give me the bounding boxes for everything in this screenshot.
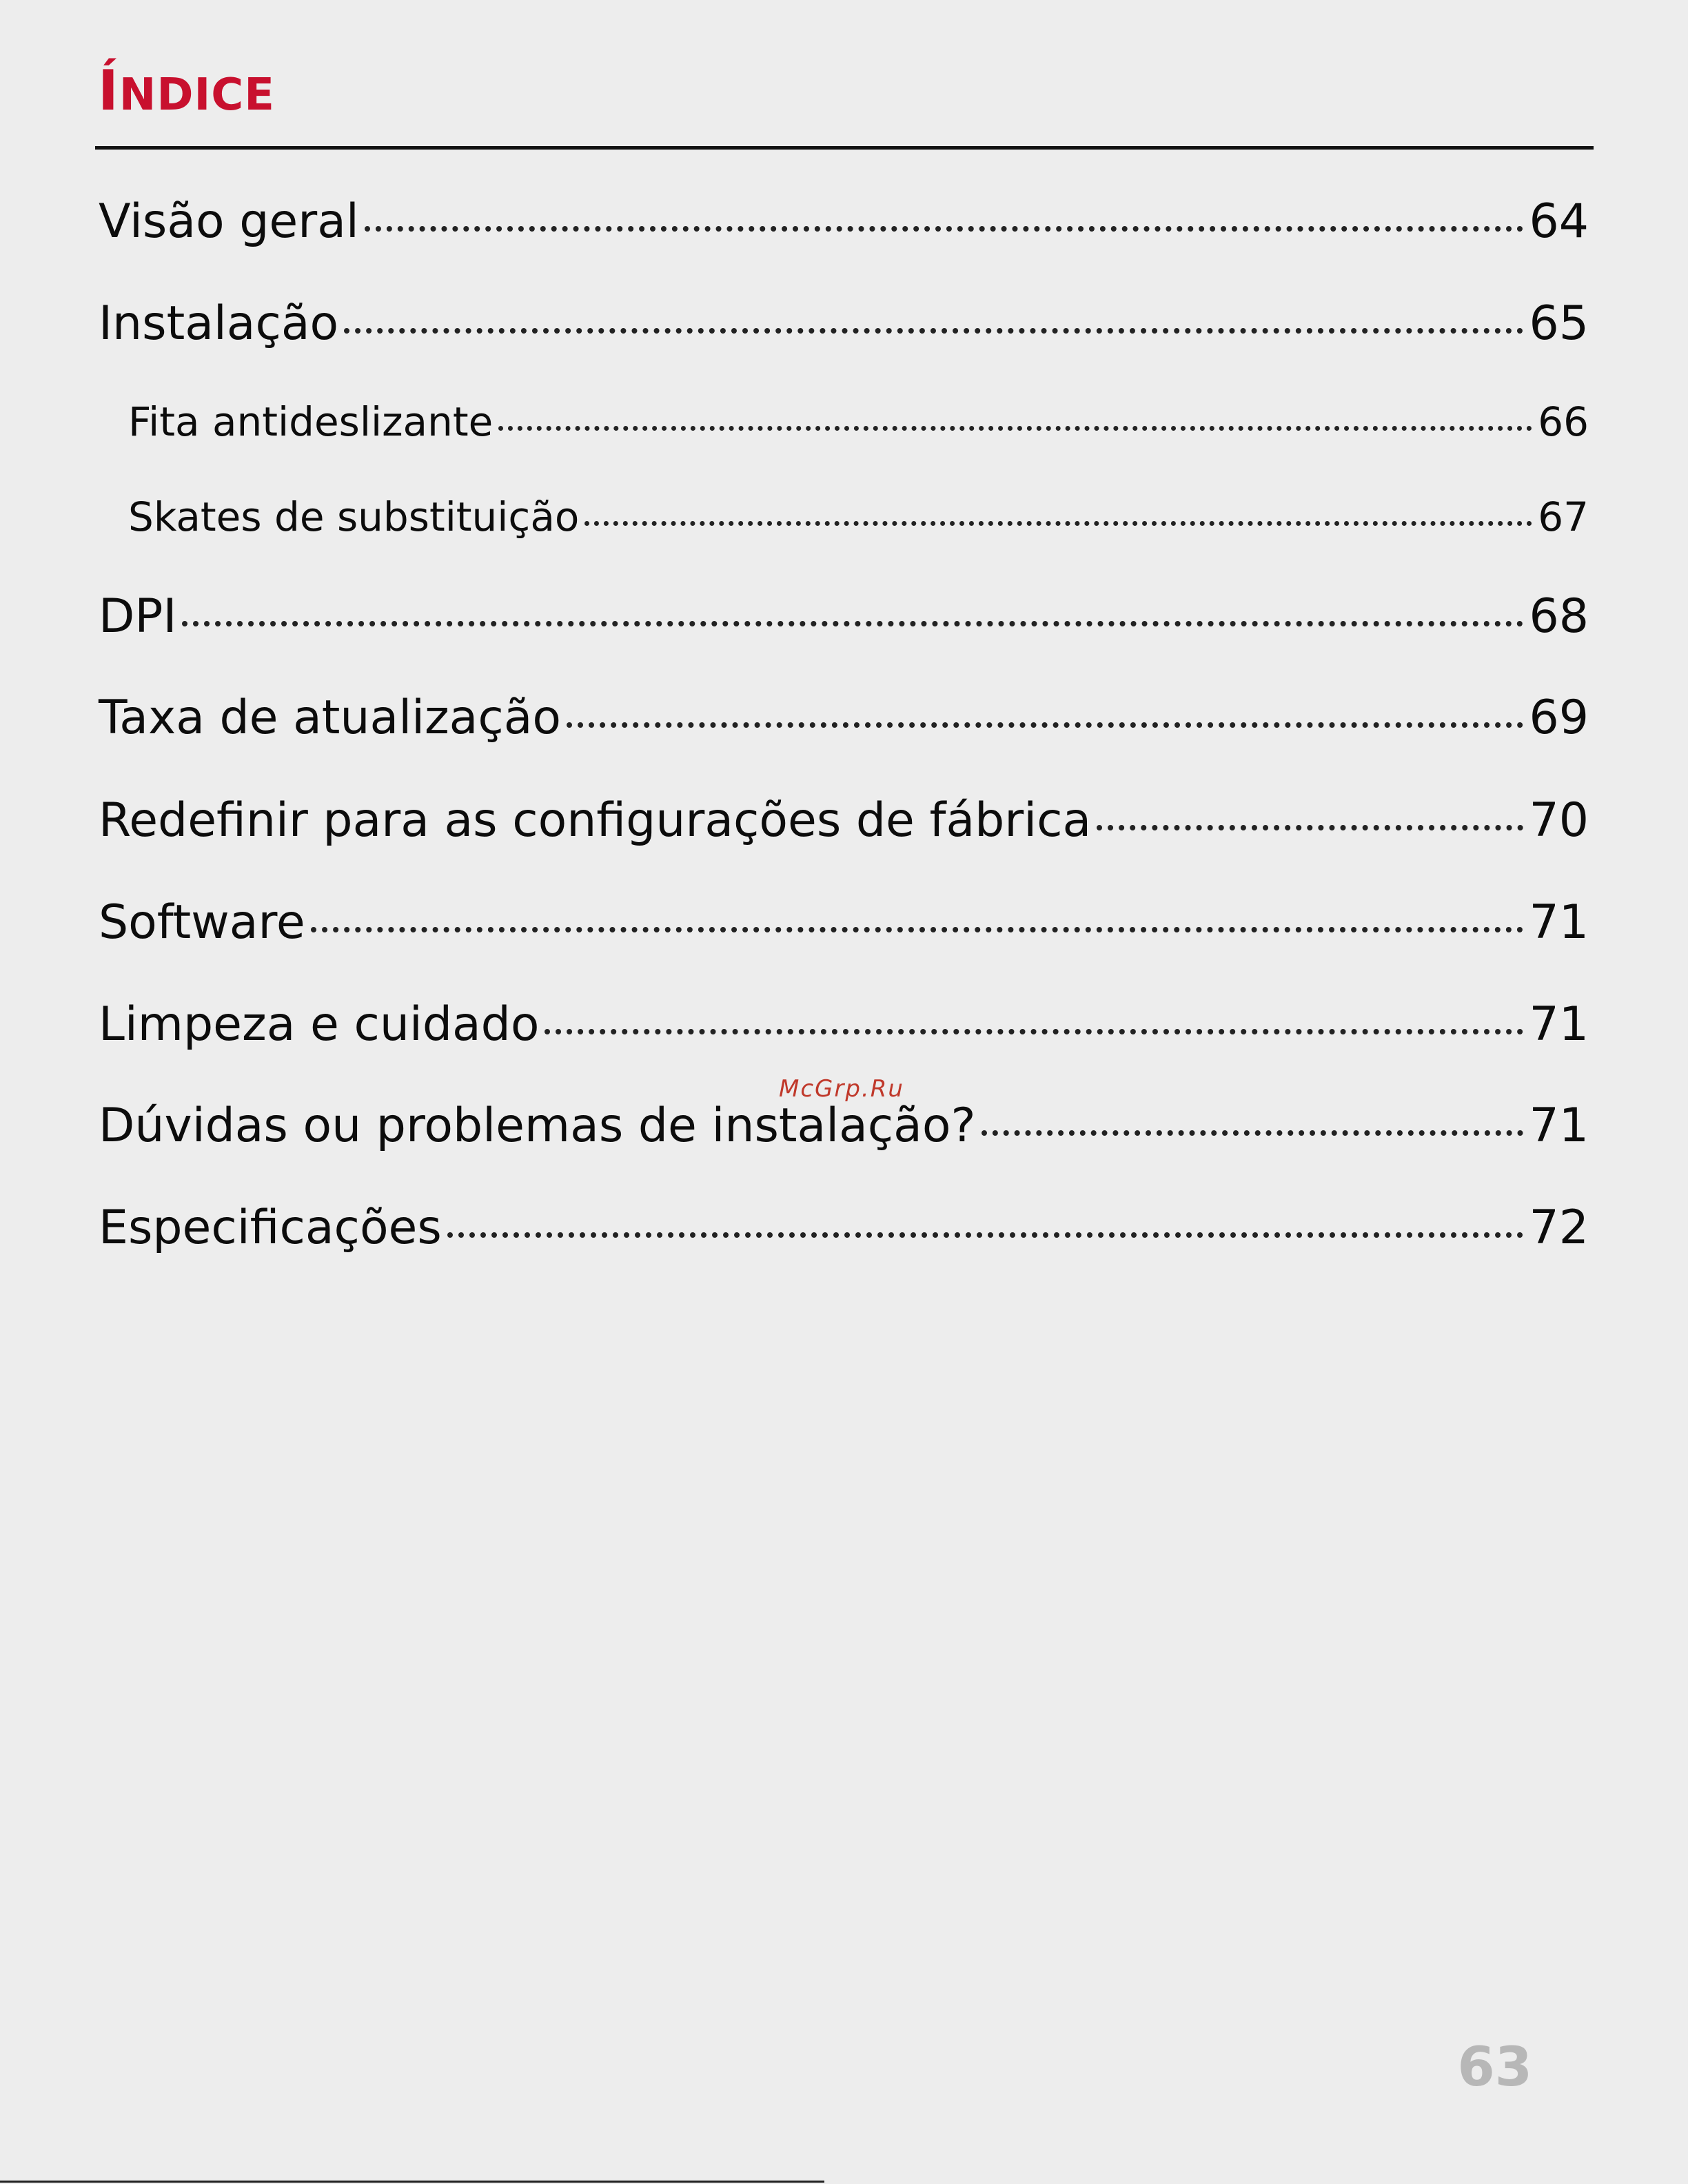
toc-entry-page: 68 [1529, 589, 1589, 644]
toc-dot-leader [344, 328, 1523, 334]
toc-entry-label: Dúvidas ou problemas de instalação? [99, 1099, 976, 1153]
toc-entry-instalacao[interactable] [99, 296, 1589, 358]
toc-entry-especificacoes[interactable] [99, 1201, 1589, 1263]
watermark: McGrp.Ru [779, 1075, 904, 1103]
toc-entry-skates-de-substituicao[interactable] [99, 493, 1589, 549]
toc-dot-leader [982, 1130, 1524, 1136]
toc-entry-taxa-de-atualizacao[interactable] [99, 691, 1589, 753]
toc-entry-limpeza-e-cuidado[interactable] [99, 997, 1589, 1059]
toc-entry-page: 67 [1538, 493, 1589, 540]
toc-entry-label: Skates de substituição [128, 493, 580, 540]
toc-entry-fita-antideslizante[interactable] [99, 398, 1589, 453]
toc-entry-page: 66 [1538, 398, 1589, 445]
toc-entry-page: 71 [1529, 895, 1589, 950]
toc-dot-leader [545, 1029, 1523, 1034]
toc-dot-leader [567, 722, 1523, 728]
toc-entry-label: Visão geral [99, 194, 359, 249]
toc-entry-page: 70 [1529, 793, 1589, 848]
toc-dot-leader [498, 426, 1532, 431]
toc-entry-label: Redefinir para as configurações de fábrica [99, 793, 1092, 848]
toc-entry-label: Instalação [99, 296, 339, 351]
toc-entry-page: 71 [1529, 1099, 1589, 1153]
toc-entry-page: 65 [1529, 296, 1589, 351]
page-number: 63 [1457, 2037, 1532, 2099]
toc-entry-page: 72 [1529, 1201, 1589, 1255]
toc-entry-page: 71 [1529, 997, 1589, 1052]
bottom-edge-line [0, 2181, 824, 2183]
page-title-rest: NDICE [119, 70, 275, 121]
toc-dot-leader [311, 927, 1524, 932]
toc-entry-dpi[interactable] [99, 589, 1589, 651]
toc-entry-label: Limpeza e cuidado [99, 997, 540, 1052]
toc-entry-page: 69 [1529, 691, 1589, 745]
toc-entry-label: DPI [99, 589, 177, 644]
toc-dot-leader [447, 1232, 1524, 1238]
toc-entry-label: Software [99, 895, 305, 950]
title-divider [95, 146, 1594, 150]
toc-entry-redefinir[interactable] [99, 793, 1589, 855]
toc-entry-page: 64 [1529, 194, 1589, 249]
toc-entry-duvidas[interactable] [99, 1099, 1589, 1161]
toc-entry-software[interactable] [99, 895, 1589, 957]
toc-entry-label: Taxa de atualização [99, 691, 562, 745]
toc-dot-leader [584, 521, 1532, 526]
toc-dot-leader [365, 226, 1524, 232]
toc-dot-leader [1097, 825, 1523, 830]
page-title-initial: Í [98, 59, 119, 123]
page-title [98, 59, 275, 123]
toc-entry-visao-geral[interactable] [99, 194, 1589, 256]
toc-entry-label: Especificações [99, 1201, 442, 1255]
toc-entry-label: Fita antideslizante [128, 398, 494, 445]
toc-dot-leader [182, 621, 1523, 626]
